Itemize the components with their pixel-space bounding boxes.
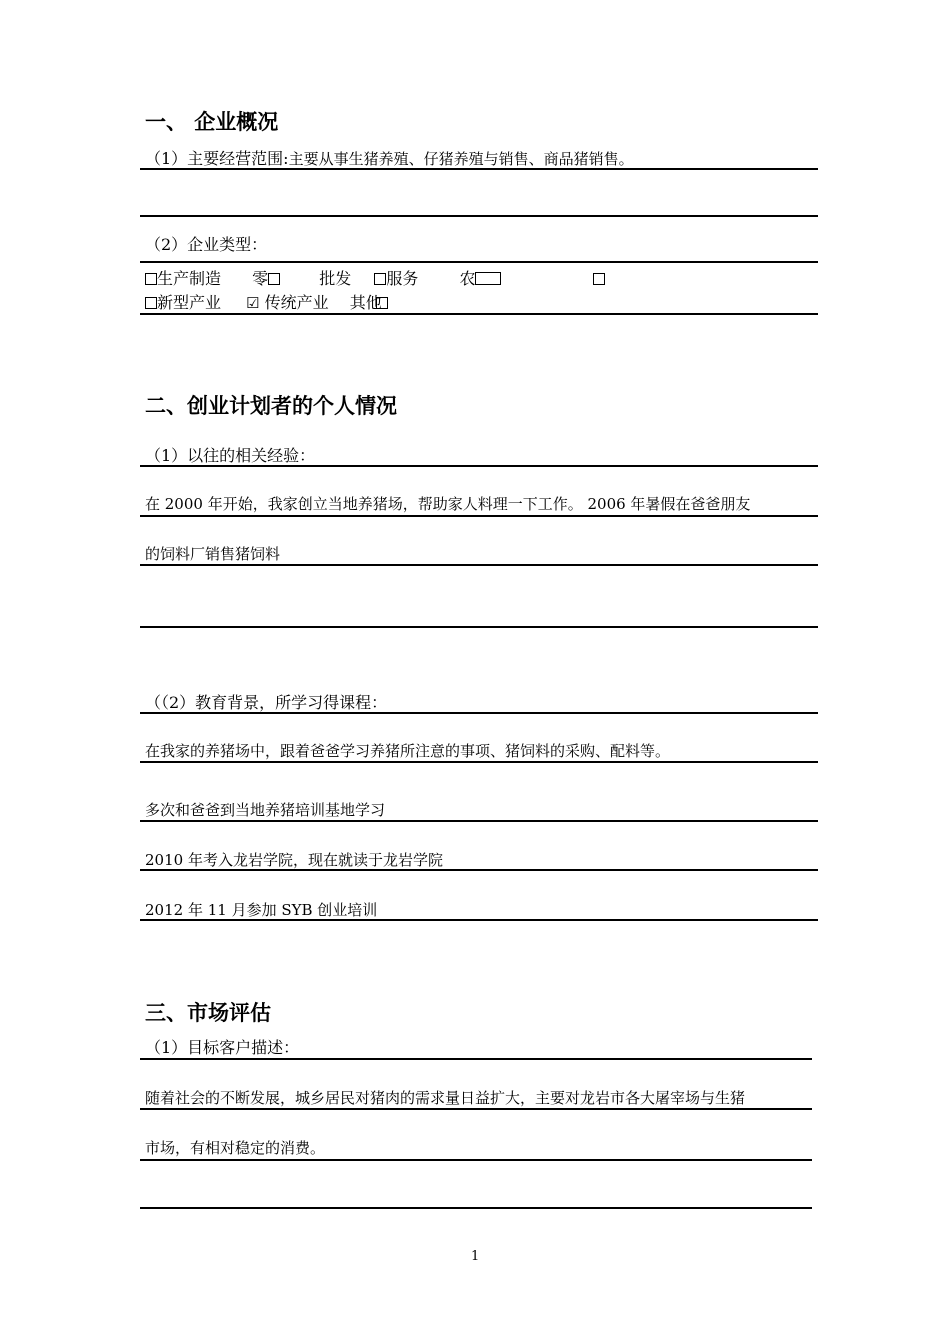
underline [140, 820, 818, 822]
experience-line: 的饲料厂销售猪饲料 [145, 545, 281, 563]
underline [140, 626, 818, 628]
education-line: 2010 年考入龙岩学院，现在就读于龙岩学院 [145, 851, 443, 869]
option-label: 批发 [319, 269, 352, 288]
underline [140, 261, 818, 263]
education-line: 在我家的养猪场中，跟着爸爸学习养猪所注意的事项、猪饲料的采购、配料等。 [145, 742, 671, 760]
underline [140, 919, 818, 921]
target-customer-label: （1）目标客户描述： [145, 1038, 300, 1057]
education-label: （（2）教育背景，所学习得课程： [145, 693, 388, 712]
experience-line: 在 2000 年开始，我家创立当地养猪场，帮助家人料理一下工作。 2006 年暑假在爸爸朋友 [145, 495, 751, 513]
underline [140, 564, 818, 566]
type-row-1 [145, 266, 605, 289]
checkbox[interactable] [268, 273, 280, 285]
checkbox[interactable] [145, 273, 157, 285]
section-2-heading: 二、创业计划者的个人情况 [145, 394, 397, 418]
option-label: 新型产业 [157, 293, 222, 312]
customer-line: 市场，有相对稳定的消费。 [145, 1139, 326, 1157]
value: 主要从事生猪养殖、仔猪养殖与销售、商品猪销售。 [288, 150, 634, 168]
checkbox[interactable] [376, 297, 388, 309]
education-line: 2012 年 11 月参加 SYB 创业培训 [145, 901, 378, 919]
option-label: 传统产业 [264, 293, 329, 312]
underline [140, 515, 818, 517]
label: （1）主要经营范围: [145, 149, 289, 168]
option-label: 服务 [386, 269, 419, 288]
underline [140, 1207, 812, 1209]
underline [140, 761, 818, 763]
underline [140, 869, 818, 871]
option-label: 生产制造 [157, 269, 222, 288]
section-1-heading: 一、 企业概况 [145, 110, 279, 134]
enterprise-type-label: （2）企业类型： [145, 235, 268, 254]
checkbox[interactable] [145, 297, 157, 309]
underline [140, 1159, 812, 1161]
checkbox[interactable] [593, 273, 605, 285]
underline [140, 215, 818, 217]
option-label: 零 [252, 269, 269, 288]
underline [140, 1108, 812, 1110]
experience-label: （1）以往的相关经验： [145, 446, 316, 465]
section-3-heading: 三、市场评估 [145, 1001, 271, 1025]
underline [140, 313, 818, 315]
underline [140, 1058, 812, 1060]
customer-line: 随着社会的不断发展，城乡居民对猪肉的需求量日益扩大，主要对龙岩市各大屠宰场与生猪 [145, 1089, 746, 1107]
checked-checkbox[interactable]: ☑ [246, 294, 260, 312]
checkbox[interactable] [475, 272, 501, 285]
type-row-2 [145, 290, 388, 313]
underline [140, 712, 818, 714]
checkbox[interactable] [374, 273, 386, 285]
option-label: 其他 [349, 293, 382, 312]
page-number: 1 [471, 1249, 480, 1264]
option-label: 农 [459, 269, 476, 288]
underline [140, 168, 818, 170]
underline [140, 465, 818, 467]
education-line: 多次和爸爸到当地养猪培训基地学习 [145, 801, 386, 819]
business-scope [145, 146, 634, 169]
